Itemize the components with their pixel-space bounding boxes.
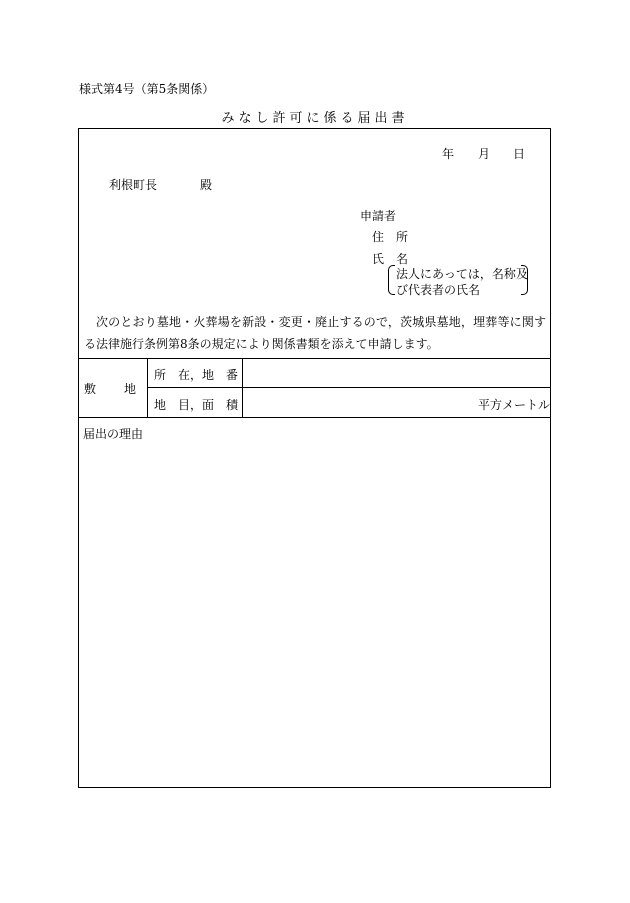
document-title: みなし許可に係る届出書 [221, 111, 409, 126]
form-frame [78, 128, 551, 788]
site-label: 敷地 [84, 382, 165, 396]
table-bottom-line [78, 417, 551, 418]
addressee-suffix: 殿 [200, 178, 213, 192]
table-middle-line [147, 387, 551, 388]
form-number: 様式第4号（第5条関係） [79, 82, 215, 96]
name-label: 氏名 [372, 252, 421, 266]
value-column-divider [242, 358, 243, 417]
corporate-note-line1: 法人にあっては，名称及 [396, 267, 528, 281]
date-day: 日 [513, 147, 526, 161]
corporate-note-line2: び代表者の氏名 [396, 283, 481, 297]
address-label: 住所 [372, 230, 421, 244]
addressee-name: 利根町長 [109, 178, 158, 192]
land-use-label: 地 目，面 積 [154, 398, 239, 412]
location-label: 所 在，地 番 [154, 368, 239, 382]
application-statement: 次のとおり墓地・火葬場を新設・変更・廃止するので，茨城県墓地，埋葬等に関する法律施行条例第8条の規定により関係書類を添えて申請します。 [84, 315, 546, 351]
area-unit-label: 平方メートル [478, 398, 551, 412]
table-top-line [78, 358, 551, 359]
applicant-heading: 申請者 [360, 209, 397, 223]
reason-label: 届出の理由 [83, 427, 144, 441]
date-year: 年 [442, 147, 455, 161]
left-bracket [388, 265, 395, 295]
date-month: 月 [478, 147, 491, 161]
